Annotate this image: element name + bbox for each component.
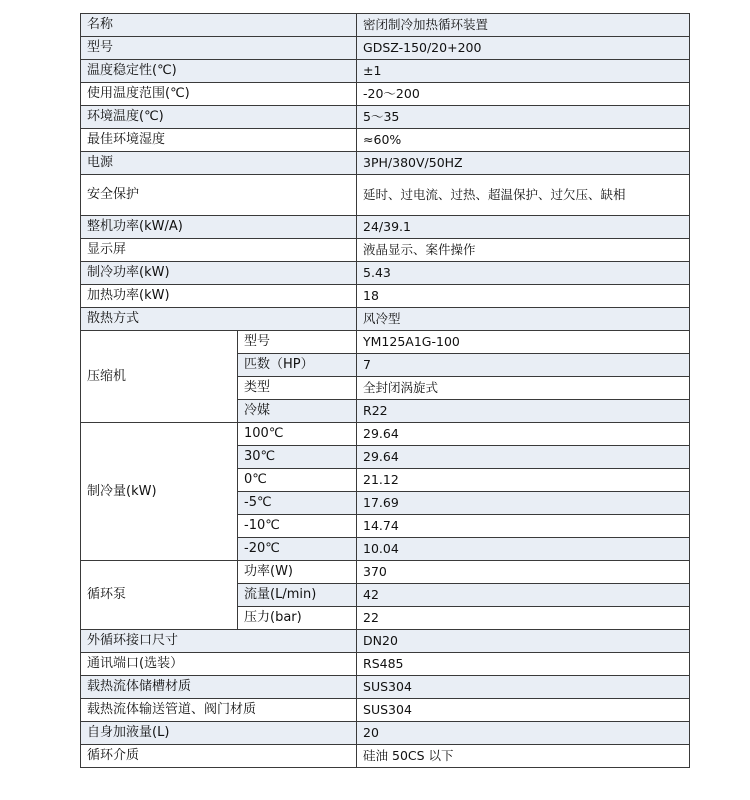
sub-value: R22 xyxy=(357,400,690,423)
table-row xyxy=(81,722,690,745)
cooling-capacity-group-label: 制冷量(kW) xyxy=(81,423,238,561)
sub-value: 22 xyxy=(357,607,690,630)
row-label: 名称 xyxy=(81,14,357,37)
table-row xyxy=(81,262,690,285)
sub-label: 100℃ xyxy=(238,423,357,446)
sub-value: 7 xyxy=(357,354,690,377)
sub-label: -10℃ xyxy=(238,515,357,538)
row-value: 硅油 50CS 以下 xyxy=(357,745,690,768)
row-value: 密闭制冷加热循环装置 xyxy=(357,14,690,37)
sub-value: 10.04 xyxy=(357,538,690,561)
row-value: 5.43 xyxy=(357,262,690,285)
table-row xyxy=(81,152,690,175)
row-value: DN20 xyxy=(357,630,690,653)
row-label: 电源 xyxy=(81,152,357,175)
row-value: 24/39.1 xyxy=(357,216,690,239)
table-row xyxy=(81,106,690,129)
row-label: 显示屏 xyxy=(81,239,357,262)
table-row xyxy=(81,83,690,106)
sub-label: 压力(bar) xyxy=(238,607,357,630)
table-row xyxy=(81,37,690,60)
sub-label: 匹数（HP） xyxy=(238,354,357,377)
sub-value: 全封闭涡旋式 xyxy=(357,377,690,400)
row-label: 循环介质 xyxy=(81,745,357,768)
table-row xyxy=(81,60,690,83)
sub-value: 29.64 xyxy=(357,446,690,469)
row-label: 安全保护 xyxy=(81,175,357,216)
sub-label: 30℃ xyxy=(238,446,357,469)
compressor-group-label: 压缩机 xyxy=(81,331,238,423)
sub-label: 0℃ xyxy=(238,469,357,492)
row-label: 载热流体输送管道、阀门材质 xyxy=(81,699,357,722)
sub-label: 冷媒 xyxy=(238,400,357,423)
row-label: 温度稳定性(℃) xyxy=(81,60,357,83)
row-value: ≈60% xyxy=(357,129,690,152)
sub-value: 29.64 xyxy=(357,423,690,446)
table-row xyxy=(81,561,690,584)
sub-label: 流量(L/min) xyxy=(238,584,357,607)
sub-value: YM125A1G-100 xyxy=(357,331,690,354)
table-row xyxy=(81,653,690,676)
row-value: 5～35 xyxy=(357,106,690,129)
sub-label: 类型 xyxy=(238,377,357,400)
row-label: 整机功率(kW/A) xyxy=(81,216,357,239)
sub-label: -5℃ xyxy=(238,492,357,515)
sub-value: 42 xyxy=(357,584,690,607)
sub-value: 370 xyxy=(357,561,690,584)
sub-label: 型号 xyxy=(238,331,357,354)
table-row xyxy=(81,423,690,446)
table-row xyxy=(81,630,690,653)
pump-group-label: 循环泵 xyxy=(81,561,238,630)
table-row xyxy=(81,676,690,699)
sub-value: 21.12 xyxy=(357,469,690,492)
table-row xyxy=(81,331,690,354)
sub-label: -20℃ xyxy=(238,538,357,561)
row-value: 风冷型 xyxy=(357,308,690,331)
table-row xyxy=(81,14,690,37)
table-row xyxy=(81,745,690,768)
row-value: SUS304 xyxy=(357,699,690,722)
sub-label: 功率(W) xyxy=(238,561,357,584)
row-label: 散热方式 xyxy=(81,308,357,331)
row-value: ±1 xyxy=(357,60,690,83)
sub-value: 17.69 xyxy=(357,492,690,515)
table-row xyxy=(81,129,690,152)
sub-value: 14.74 xyxy=(357,515,690,538)
row-label: 自身加液量(L) xyxy=(81,722,357,745)
row-value: -20～200 xyxy=(357,83,690,106)
row-label: 通讯端口(选装） xyxy=(81,653,357,676)
table-row xyxy=(81,699,690,722)
table-row xyxy=(81,285,690,308)
row-label: 外循环接口尺寸 xyxy=(81,630,357,653)
row-value: RS485 xyxy=(357,653,690,676)
row-value: SUS304 xyxy=(357,676,690,699)
row-label: 型号 xyxy=(81,37,357,60)
row-label: 使用温度范围(℃) xyxy=(81,83,357,106)
table-row xyxy=(81,308,690,331)
row-value: 20 xyxy=(357,722,690,745)
table-row xyxy=(81,239,690,262)
row-value: 液晶显示、案件操作 xyxy=(357,239,690,262)
row-value: 3PH/380V/50HZ xyxy=(357,152,690,175)
table-row xyxy=(81,175,690,216)
row-label: 加热功率(kW) xyxy=(81,285,357,308)
table-row xyxy=(81,216,690,239)
row-value: 18 xyxy=(357,285,690,308)
spec-table xyxy=(80,13,690,768)
row-label: 环境温度(℃) xyxy=(81,106,357,129)
row-label: 最佳环境湿度 xyxy=(81,129,357,152)
row-value: GDSZ-150/20+200 xyxy=(357,37,690,60)
row-value: 延时、过电流、过热、超温保护、过欠压、缺相 xyxy=(357,175,690,216)
row-label: 载热流体储槽材质 xyxy=(81,676,357,699)
row-label: 制冷功率(kW) xyxy=(81,262,357,285)
